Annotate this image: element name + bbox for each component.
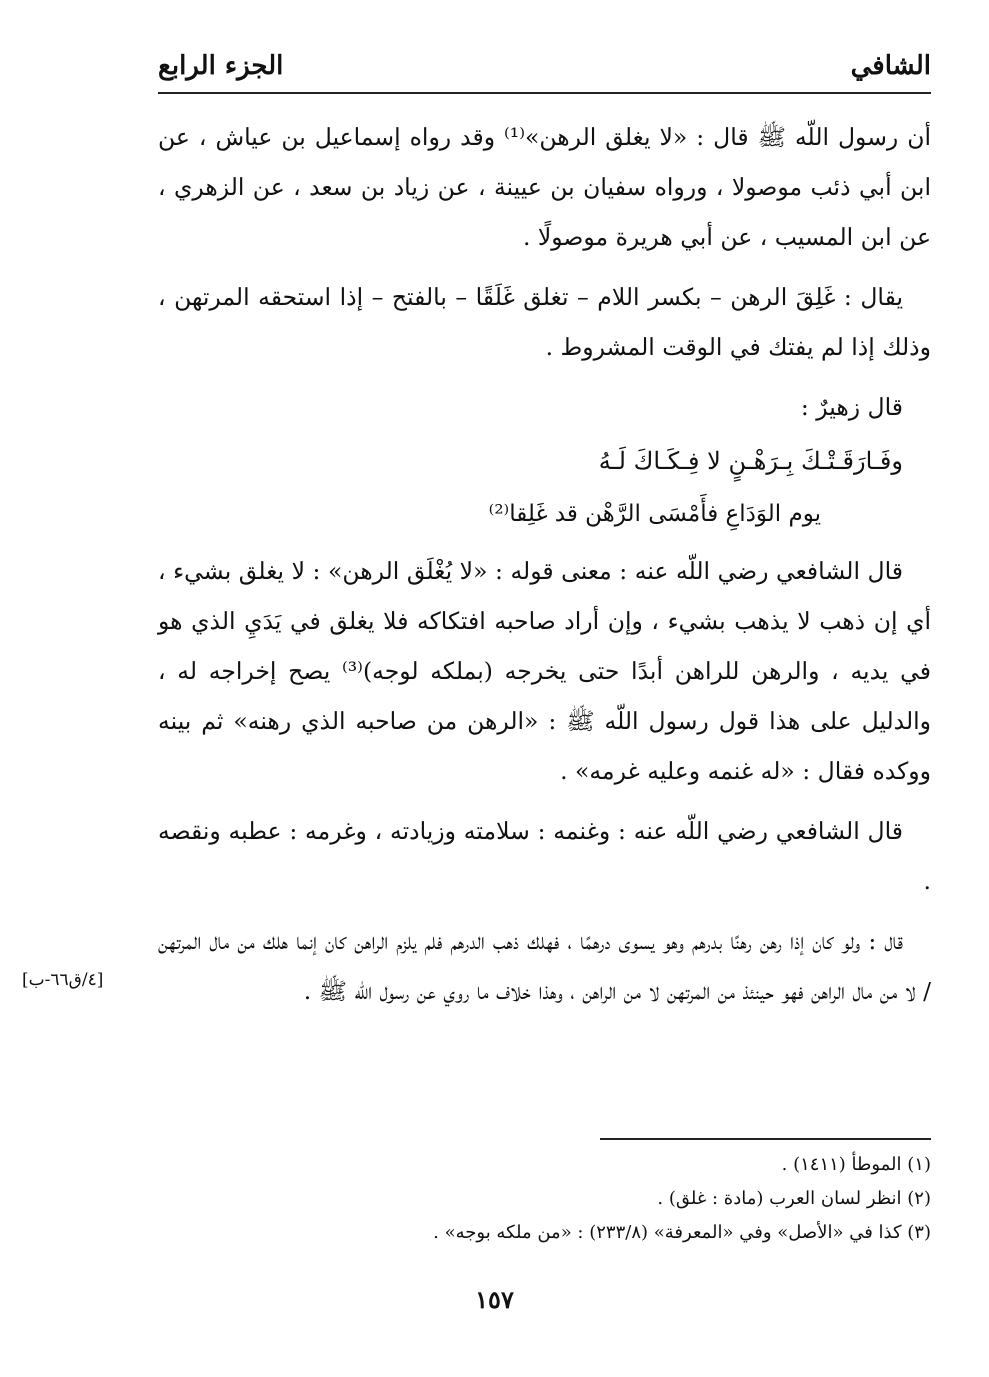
verse-line-1: وفَـارَقَـتْـكَ بِـرَهْـنٍ لا فِـكَـاكَ لَـهُ xyxy=(598,447,903,475)
paragraph-3-intro: قال زهيرٌ : xyxy=(800,393,903,421)
page-number: ١٥٧ xyxy=(475,1285,514,1314)
running-header-volume: الجزء الرابع xyxy=(158,51,284,81)
footnote-divider xyxy=(600,1138,931,1140)
paragraph-4: قال الشافعي رضي اللّه عنه : معنى قوله : «لا يُغْلَق الرهن» : لا يغلق بشيء ، أي إن ذهب لا يذهب بشيء ، وإن أراد صاحبه افتكاكه فلا يغلق في يَدَيِ الذي هو في يديه ، والرهن للراهن أبدًا حتى يخرجه (بملكه لوجه)⁽³⁾ يصح إخراجه له ، والدليل على هذا قول رسول اللّه ﷺ : «الرهن من صاحبه الذي رهنه» ثم بينه ووكده فقال : «له غنمه وعليه غرمه» . xyxy=(158,557,931,785)
header-divider xyxy=(158,92,931,94)
paragraph-1: أن رسول اللّه ﷺ قال : «لا يغلق الرهن»⁽¹⁾ وقد رواه إسماعيل بن عياش ، عن ابن أبي ذئب موصولا ، ورواه سفيان بن عيينة ، عن زياد بن سعد ، عن الزهري ، عن ابن المسيب ، عن أبي هريرة موصولًا . xyxy=(158,123,931,251)
paragraph-5: قال الشافعي رضي اللّه عنه : وغنمه : سلامته وزيادته ، وغرمه : عطبه ونقصه . xyxy=(158,817,931,895)
footnote-1: (١) الموطأ (١٤١١) . xyxy=(781,1154,931,1175)
paragraph-2: يقال : غَلِقَ الرهن – بكسر اللام – تغلق غَلَقًا – بالفتح – إذا استحقه المرتهن ، وذلك إذا لم يفتك في الوقت المشروط . xyxy=(158,283,931,361)
manuscript-folio-note: [٤/ق٦٦-ب] xyxy=(22,970,104,990)
paragraph-6: قال : ولو كان إذا رهن رهنًا بدرهم وهو يسوى درهمًا ، فهلك ذهب الدرهم فلم يلزم الراهن كان إنما هلك من مال المرتهن / لا من مال الراهن فهو حينئذ من المرتهن لا من الراهن ، وهذا خلاف ما روي عن رسول اللّه ﷺ . xyxy=(158,927,931,1005)
running-header-title: الشافي xyxy=(850,51,931,81)
main-text xyxy=(158,112,931,1026)
footnotes xyxy=(158,1148,931,1250)
footnote-2: (٢) انظر لسان العرب (مادة : غلق) . xyxy=(657,1188,931,1209)
footnote-3: (٣) كذا في «الأصل» وفي «المعرفة» (٢٣٣/٨) : «من ملكه بوجه» . xyxy=(433,1222,931,1243)
verse-line-2: يوم الوَدَاعِ فأَمْسَى الرَّهْن قد غَلِقا⁽²⁾ xyxy=(488,501,821,527)
